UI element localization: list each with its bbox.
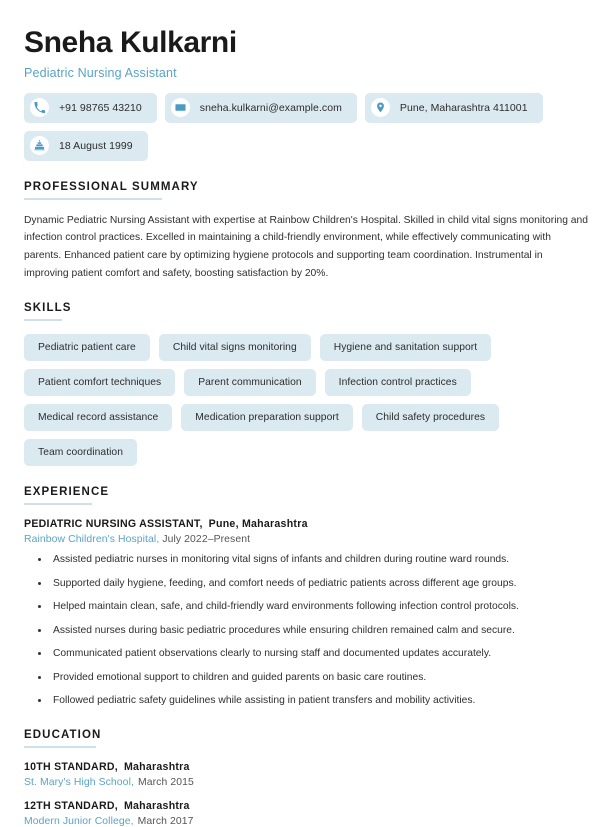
education-school: St. Mary's High School, <box>24 776 134 788</box>
section-professional-summary <box>22 181 590 283</box>
contact-value-email: sneha.kulkarni@example.com <box>199 101 342 114</box>
education-location: Maharashtra <box>123 760 190 773</box>
skill-chip[interactable]: Pediatric patient care <box>24 334 150 361</box>
education-location: Maharashtra <box>123 799 190 812</box>
education-school: Modern Junior College, <box>24 815 134 827</box>
skill-chip[interactable]: Medication preparation support <box>181 404 352 431</box>
experience-bullet-list <box>24 553 588 708</box>
education-title-line <box>24 800 588 812</box>
contact-value-birthdate: 18 August 1999 <box>59 139 133 152</box>
experience-dates: July 2022–Present <box>162 534 251 546</box>
skill-chip[interactable]: Child safety procedures <box>362 404 499 431</box>
skills-chip-list <box>24 334 588 466</box>
education-date: March 2017 <box>137 815 194 827</box>
experience-bullet: Assisted nurses during basic pediatric procedures while ensuring children remained calm and secure. <box>24 624 588 639</box>
contact-value-location: Pune, Maharashtra 411001 <box>399 101 528 114</box>
birthday-cake-icon <box>30 136 49 155</box>
contact-chip-row-second <box>24 131 590 161</box>
experience-entry <box>24 518 588 708</box>
contact-chip-phone[interactable] <box>24 93 157 123</box>
section-title-summary: PROFESSIONAL SUMMARY <box>24 180 199 193</box>
section-title-skills: SKILLS <box>24 302 72 315</box>
education-entry <box>24 800 588 827</box>
section-underline-education <box>24 746 96 748</box>
candidate-name: Sneha Kulkarni <box>24 26 237 59</box>
skill-chip[interactable]: Patient comfort techniques <box>24 369 175 396</box>
section-title-experience: EXPERIENCE <box>24 486 110 499</box>
contact-chip-email[interactable] <box>165 93 357 123</box>
section-skills <box>22 302 590 466</box>
resume-header <box>22 26 590 161</box>
experience-bullet: Provided emotional support to children and guided parents on basic care routines. <box>24 671 588 686</box>
education-meta-line <box>24 816 588 827</box>
envelope-icon <box>171 98 190 117</box>
experience-bullet: Followed pediatric safety guidelines while assisting in patient transfers and mobility activities. <box>24 694 588 709</box>
section-experience <box>22 486 590 708</box>
experience-bullet: Supported daily hygiene, feeding, and comfort needs of pediatric patients across different age groups. <box>24 577 588 592</box>
experience-title-line <box>24 518 588 530</box>
section-education <box>22 729 590 827</box>
phone-icon <box>30 98 49 117</box>
contact-chip-location[interactable] <box>365 93 543 123</box>
section-underline-skills <box>24 319 62 321</box>
skill-chip[interactable]: Team coordination <box>24 439 137 466</box>
experience-meta-line <box>24 534 588 545</box>
experience-job-title: PEDIATRIC NURSING ASSISTANT, <box>24 518 203 531</box>
section-title-education: EDUCATION <box>24 728 102 741</box>
education-degree: 12TH STANDARD, <box>24 799 118 812</box>
education-meta-line <box>24 777 588 788</box>
candidate-job-title: Pediatric Nursing Assistant <box>24 65 177 80</box>
education-date: March 2015 <box>137 776 194 788</box>
experience-company: Rainbow Children's Hospital, <box>24 534 160 546</box>
experience-bullet: Helped maintain clean, safe, and child-friendly ward environments following infection control protocols. <box>24 600 588 615</box>
skill-chip[interactable]: Hygiene and sanitation support <box>320 334 491 361</box>
location-pin-icon <box>371 98 390 117</box>
experience-bullet: Communicated patient observations clearly to nursing staff and documented updates accurately. <box>24 647 588 662</box>
skill-chip[interactable]: Medical record assistance <box>24 404 172 431</box>
contact-chip-birthdate[interactable] <box>24 131 148 161</box>
contact-chip-row <box>24 93 590 123</box>
contact-value-phone: +91 98765 43210 <box>59 101 142 114</box>
education-entry <box>24 761 588 788</box>
education-title-line <box>24 761 588 773</box>
education-degree: 10TH STANDARD, <box>24 760 118 773</box>
summary-paragraph: Dynamic Pediatric Nursing Assistant with expertise at Rainbow Children's Hospital. Skilled in child vital signs monitoring and infection control practices. Excelled in maintaining a child-friendly environment, while effectively communicating with parents. Enhanced patient care by optimizing hygiene protocols and supporting team coordination. Instrumental in improving patient comfort and safety, boosting satisfaction by 20%. <box>24 214 588 279</box>
experience-bullet: Assisted pediatric nurses in monitoring vital signs of infants and children during routine ward rounds. <box>24 553 588 568</box>
section-underline-experience <box>24 503 92 505</box>
skill-chip[interactable]: Parent communication <box>184 369 315 396</box>
skill-chip[interactable]: Infection control practices <box>325 369 471 396</box>
skill-chip[interactable]: Child vital signs monitoring <box>159 334 311 361</box>
section-underline-summary <box>24 198 162 200</box>
experience-location: Pune, Maharashtra <box>208 518 308 531</box>
